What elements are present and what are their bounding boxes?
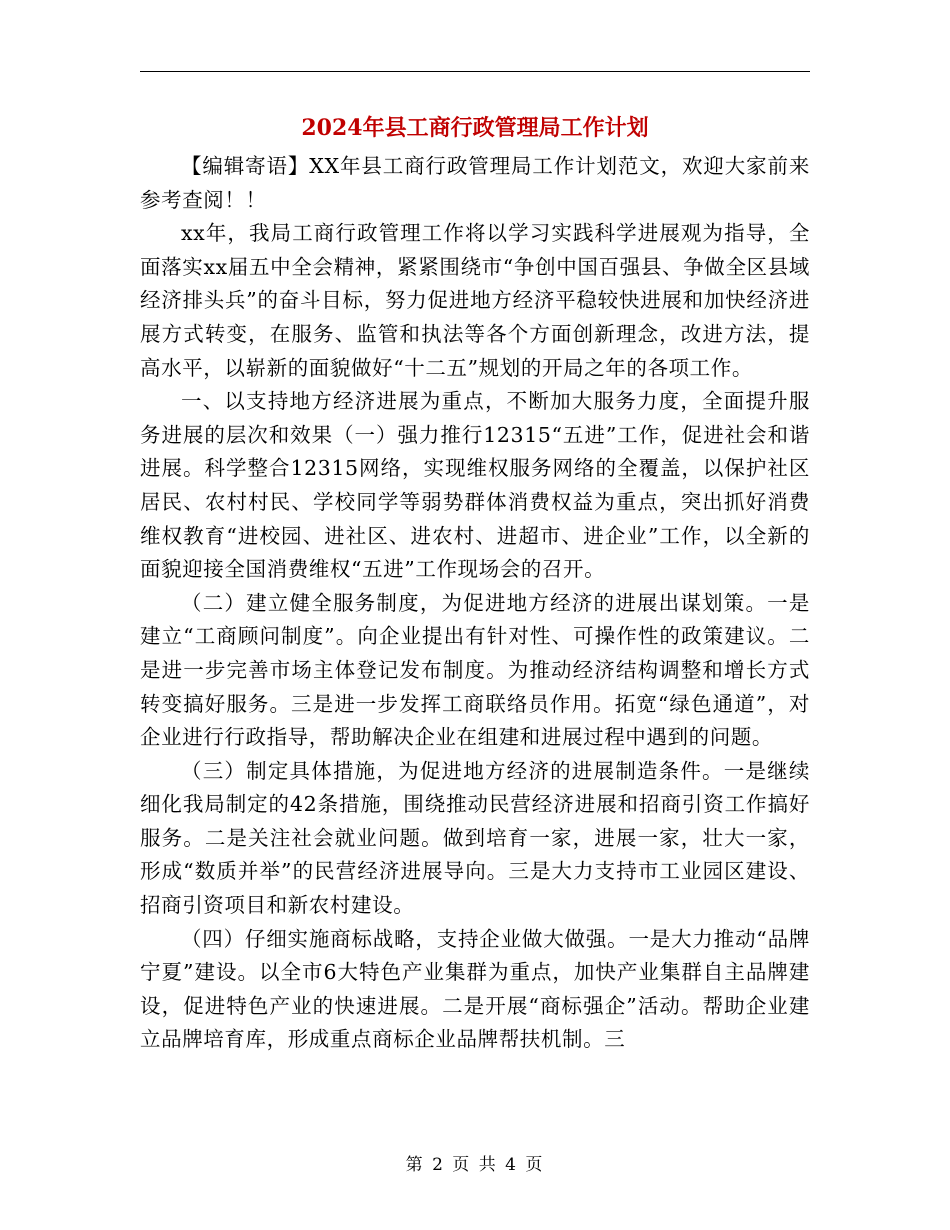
page-number-footer: 第 2 页 共 4 页 <box>405 1155 545 1175</box>
paragraph-section-2: （二）建立健全服务制度，为促进地方经济的进展出谋划策。一是建立“工商顾问制度”。向企业提出有针对性、可操作性的政策建议。二是进一步完善市场主体登记发布制度。为推动经济结构调整和增长方式转变搞好服务。三是进一步发挥工商联络员作用。拓宽“绿色通道”，对企业进行行政指导，帮助解决企业在组建和进展过程中遇到的问题。 <box>140 590 810 750</box>
document-title: 2024年县工商行政管理局工作计划 <box>301 115 649 141</box>
paragraph-editor-note: 【编辑寄语】XX年县工商行政管理局工作计划范文，欢迎大家前来参考查阅！！ <box>140 154 810 212</box>
header-rule <box>140 71 810 72</box>
paragraph-section-3: （三）制定具体措施，为促进地方经济的进展制造条件。一是继续细化我局制定的42条措施，围绕推动民营经济进展和招商引资工作搞好服务。二是关注社会就业问题。做到培育一家，进展一家，壮大一家，形成“数质并举”的民营经济进展导向。三是大力支持市工业园区建设、招商引资项目和新农村建设。 <box>140 758 810 918</box>
paragraph-section-1: 一、以支持地方经济进展为重点，不断加大服务力度，全面提升服务进展的层次和效果（一）强力推行12315“五进”工作，促进社会和谐进展。科学整合12315网络，实现维权服务网络的全覆盖，以保护社区居民、农村村民、学校同学等弱势群体消费权益为重点，突出抓好消费维权教育“进校园、进社区、进农村、进超市、进企业”工作，以全新的面貌迎接全国消费维权“五进”工作现场会的召开。 <box>140 389 810 582</box>
paragraph-intro: xx年，我局工商行政管理工作将以学习实践科学进展观为指导，全面落实xx届五中全会精神，紧紧围绕市“争创中国百强县、争做全区县域经济排头兵”的奋斗目标，努力促进地方经济平稳较快进展和加快经济进展方式转变，在服务、监管和执法等各个方面创新理念，改进方法，提高水平，以崭新的面貌做好“十二五”规划的开局之年的各项工作。 <box>140 221 810 380</box>
paragraph-section-4: （四）仔细实施商标战略，支持企业做大做强。一是大力推动“品牌宁夏”建设。以全市6大特色产业集群为重点，加快产业集群自主品牌建设，促进特色产业的快速进展。二是开展“商标强企”活动。帮助企业建立品牌培育库，形成重点商标企业品牌帮扶机制。三 <box>140 926 810 1052</box>
document-body <box>140 150 810 1057</box>
